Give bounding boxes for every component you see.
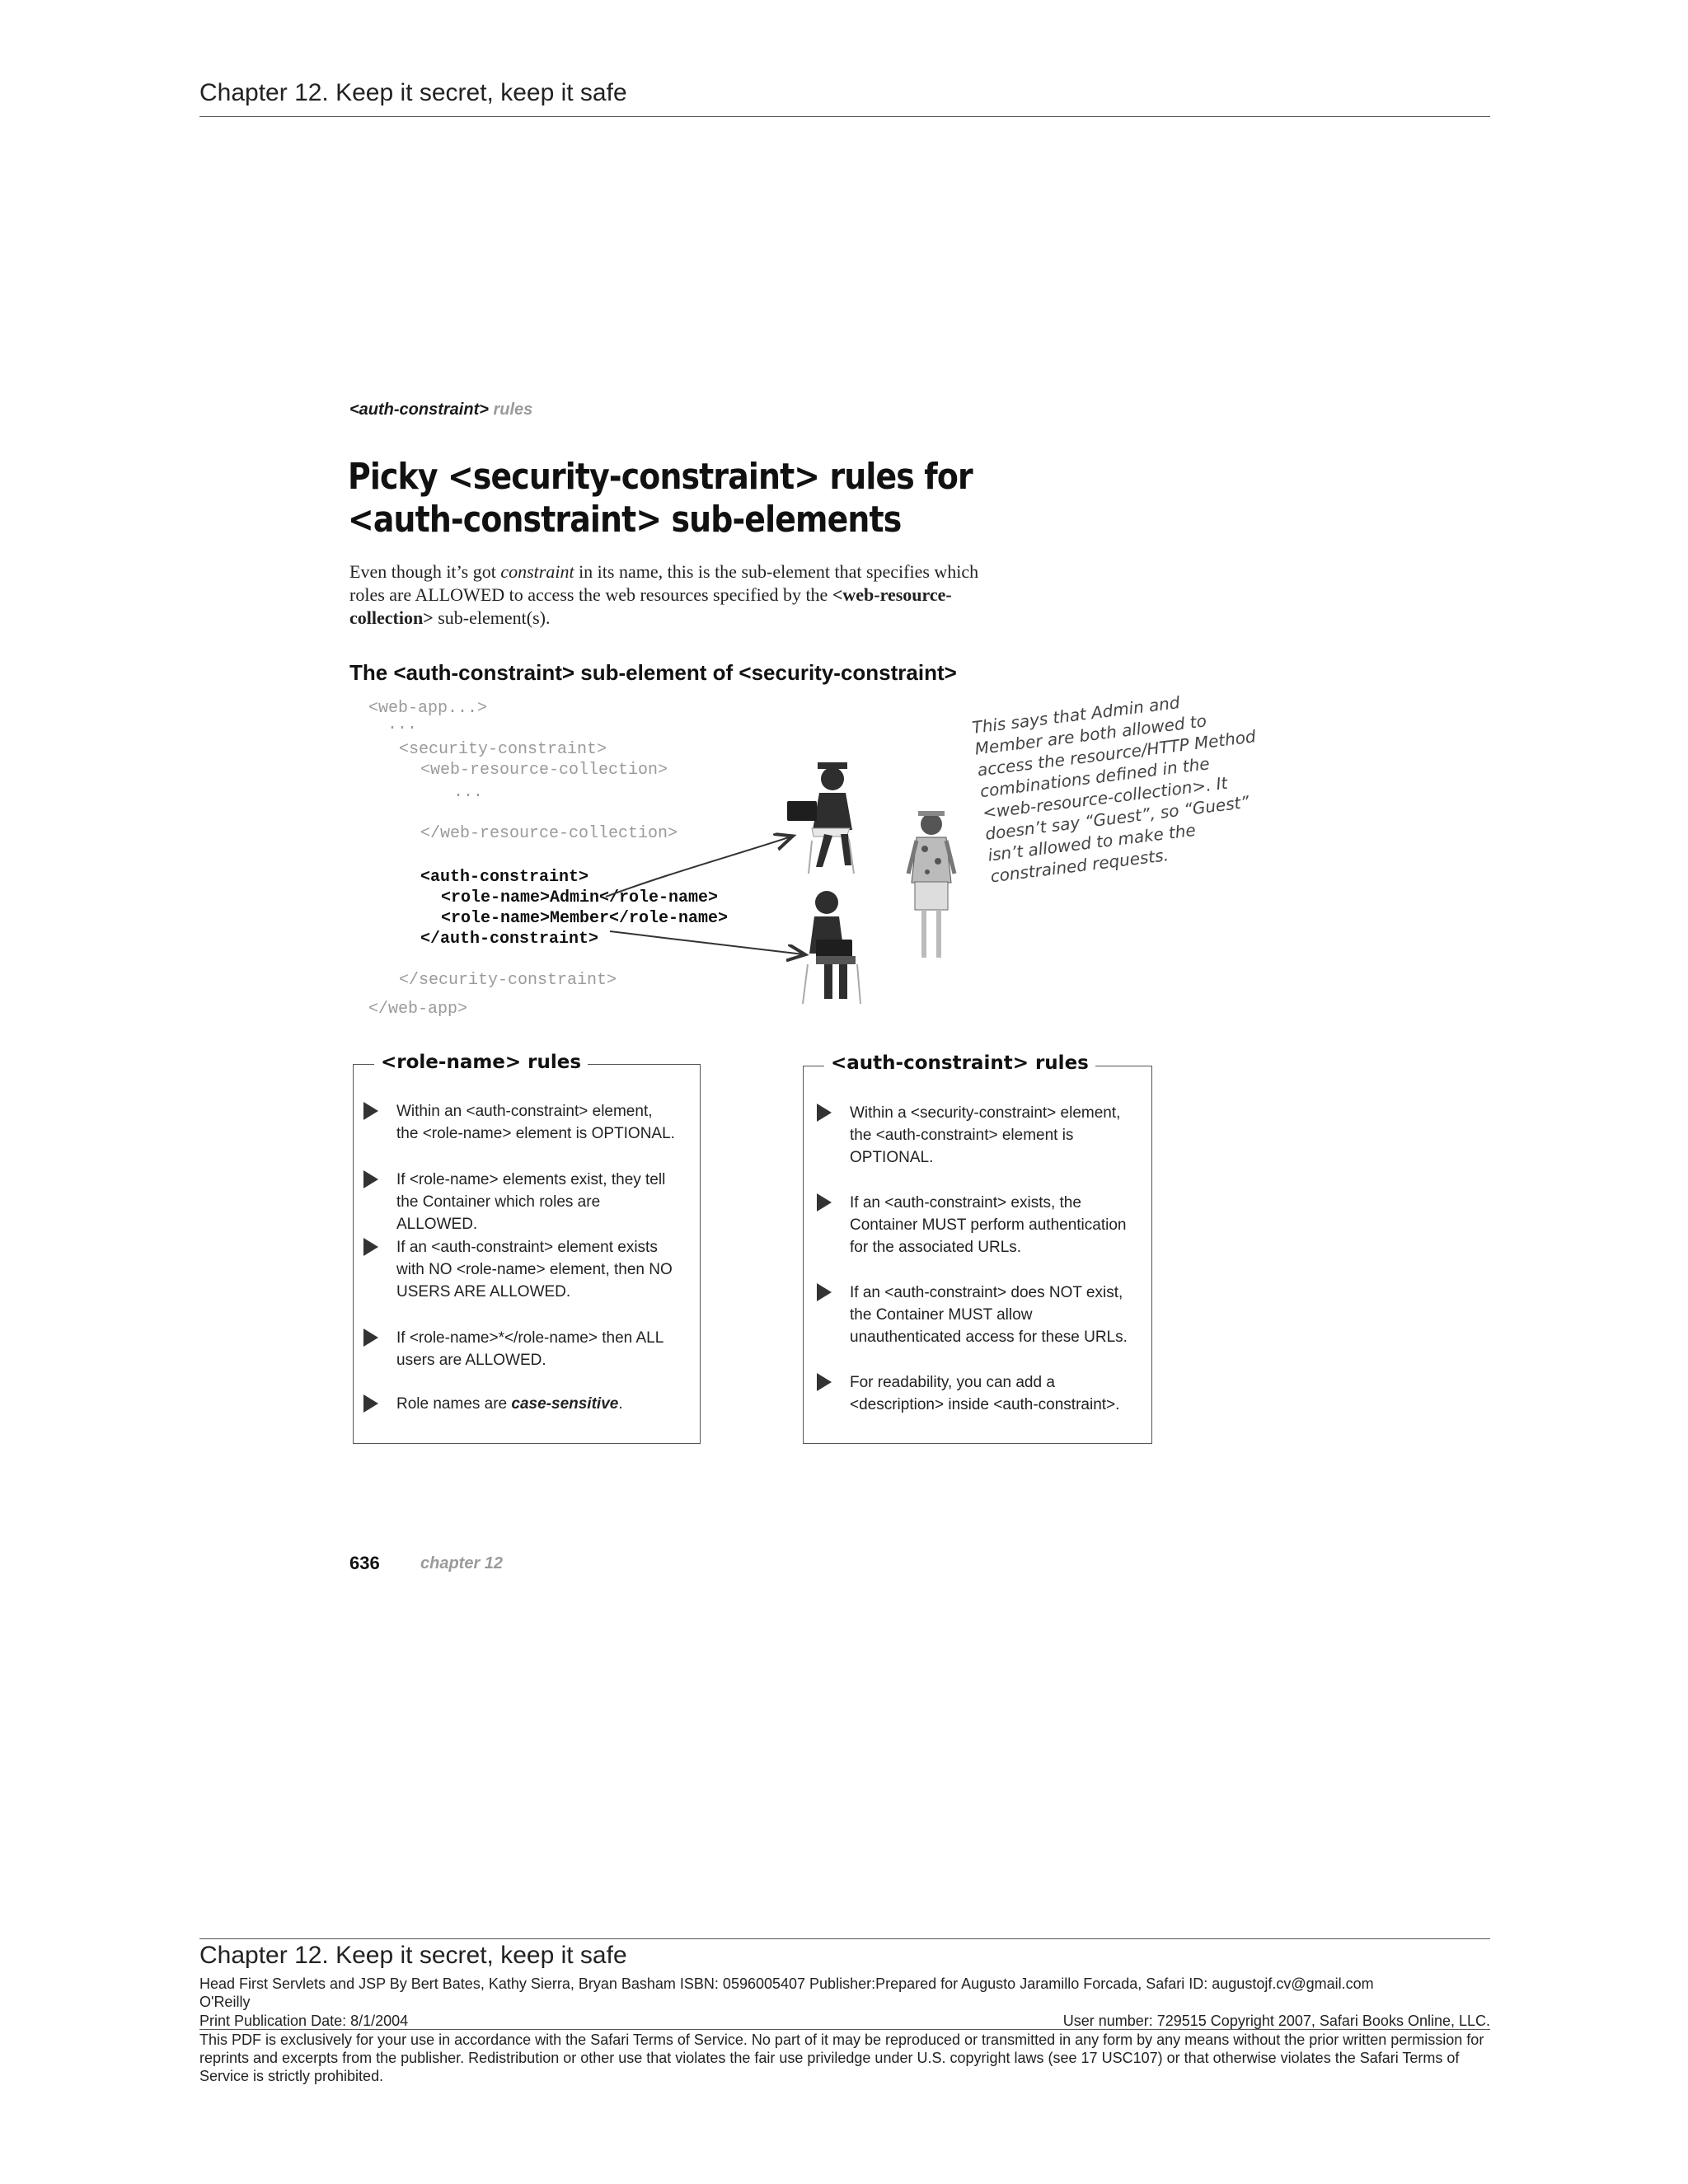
code-line: ... xyxy=(453,783,484,802)
role-name-rules-title: <role-name> rules xyxy=(374,1052,588,1073)
page-heading-line-2: <auth-constraint> sub-elements xyxy=(348,499,902,541)
auth-constraint-rule xyxy=(850,1371,1130,1416)
arrow-member xyxy=(610,931,804,954)
chapter-label: chapter 12 xyxy=(420,1554,504,1572)
page-heading-line-1: Picky <security-constraint> rules for xyxy=(348,456,973,498)
code-line: <web-resource-collection> xyxy=(420,761,668,780)
bullet-arrow-icon xyxy=(363,1238,378,1256)
footer-rule xyxy=(199,1938,1490,1939)
footer-title: Chapter 12. Keep it secret, keep it safe xyxy=(199,1942,627,1969)
bullet-arrow-icon xyxy=(363,1170,378,1188)
auth-constraint-rule xyxy=(850,1282,1130,1348)
auth-constraint-rule-text: Within a <security-constraint> element, the <auth-constraint> element is OPTIONAL. xyxy=(850,1104,1121,1166)
auth-constraint-rule-text: If an <auth-constraint> exists, the Container MUST perform authentication for the associated URLs. xyxy=(850,1194,1127,1256)
footer-divider xyxy=(199,2029,1490,2030)
bullet-arrow-icon xyxy=(817,1104,832,1122)
bullet-arrow-icon xyxy=(817,1283,832,1301)
intro-text-3: sub-element(s). xyxy=(433,607,551,628)
bullet-arrow-icon xyxy=(817,1193,832,1212)
footer-publisher: O'Reilly xyxy=(199,1994,251,2010)
section-tag-code: <auth-constraint> xyxy=(349,401,489,419)
code-line: </security-constraint> xyxy=(399,971,617,990)
bullet-arrow-icon xyxy=(363,1329,378,1347)
person-admin-icon xyxy=(787,762,854,874)
bullet-arrow-icon xyxy=(817,1373,832,1391)
footer-user-line: User number: 729515 Copyright 2007, Safari Books Online, LLC. xyxy=(1062,2013,1490,2029)
code-line: <security-constraint> xyxy=(399,740,607,759)
section-tag-word: rules xyxy=(493,401,533,419)
role-name-rule xyxy=(396,1169,677,1235)
code-line: </auth-constraint> xyxy=(420,930,599,949)
code-line: <role-name>Member</role-name> xyxy=(441,909,729,928)
footer-pub-date: Print Publication Date: 8/1/2004 xyxy=(199,2013,409,2029)
auth-constraint-rule xyxy=(850,1102,1130,1169)
code-line: <auth-constraint> xyxy=(420,868,589,887)
footer-legal: This PDF is exclusively for your use in accordance with the Safari Terms of Service. No part of it may be reproduced or transmitted in any form by any means without the prior written permission for reprints and excerpts from the publisher. Redistribution or other use that violates the fair use priviledge under U.S. copyright laws (see 17 USC107) or that otherwise violates the Safari Terms of Service is strictly prohibited. xyxy=(199,2032,1484,2084)
subheading: The <auth-constraint> sub-element of <security-constraint> xyxy=(349,660,957,685)
footer-book-line: Head First Servlets and JSP By Bert Bates, Kathy Sierra, Bryan Basham ISBN: 0596005407 Publisher:Prepared for Augusto Jaramillo Forcada, Safari ID: augustojf.cv@gmail.com xyxy=(199,1975,1374,1992)
intro-text-1: Even though it’s got xyxy=(349,561,501,582)
arrow-admin xyxy=(606,837,791,897)
person-member-icon xyxy=(803,891,860,1004)
intro-emphasis: constraint xyxy=(500,561,574,582)
code-line: ... xyxy=(387,715,418,734)
role-name-rule xyxy=(396,1393,677,1415)
code-line: <web-app...> xyxy=(368,699,488,718)
page-number: 636 xyxy=(349,1553,380,1573)
handwritten-annotation: This says that Admin and Member are both allowed to access the resource/HTTP Method combinations defined in the <web-resource-collection>. It doesn’t say “Guest”, so “Guest” isn’t allowed to make the constrained requests. xyxy=(971,692,1257,887)
intro-bold: <web-resource-collection> xyxy=(349,584,952,628)
intro-text-2: in its name, this is the sub-element that specifies which roles are ALLOWED to access the web resources specified by the xyxy=(349,561,979,605)
auth-constraint-rule xyxy=(850,1192,1130,1258)
code-line: <role-name>Admin</role-name> xyxy=(441,888,719,907)
role-name-rule-text: Role names are xyxy=(396,1395,512,1413)
code-line: </web-resource-collection> xyxy=(420,824,678,843)
code-line: </web-app> xyxy=(368,1000,468,1019)
auth-constraint-rule-text: If an <auth-constraint> does NOT exist, the Container MUST allow unauthenticated access for these URLs. xyxy=(850,1284,1128,1346)
role-name-rule xyxy=(396,1236,677,1303)
auth-constraint-rule-text: For readability, you can add a <description> inside <auth-constraint>. xyxy=(850,1374,1120,1413)
role-name-rule-text: If an <auth-constraint> element exists with NO <role-name> element, then NO USERS ARE ALLOWED. xyxy=(396,1239,673,1301)
auth-constraint-rules-title: <auth-constraint> rules xyxy=(824,1052,1095,1074)
role-name-rule-emphasis: case-sensitive xyxy=(511,1395,619,1413)
role-name-rule-text: Within an <auth-constraint> element, the <role-name> element is OPTIONAL. xyxy=(396,1103,675,1142)
bullet-arrow-icon xyxy=(363,1394,378,1413)
role-name-rule-suffix: . xyxy=(618,1395,623,1413)
role-name-rule xyxy=(396,1100,677,1145)
role-name-rule xyxy=(396,1327,677,1371)
bullet-arrow-icon xyxy=(363,1102,378,1120)
role-name-rule-text: If <role-name> elements exist, they tell the Container which roles are ALLOWED. xyxy=(396,1171,666,1233)
person-guest-icon xyxy=(908,811,954,958)
role-name-rule-text: If <role-name>*</role-name> then ALL users are ALLOWED. xyxy=(396,1329,663,1369)
illustration xyxy=(0,0,1688,1071)
header-title: Chapter 12. Keep it secret, keep it safe xyxy=(199,79,627,106)
